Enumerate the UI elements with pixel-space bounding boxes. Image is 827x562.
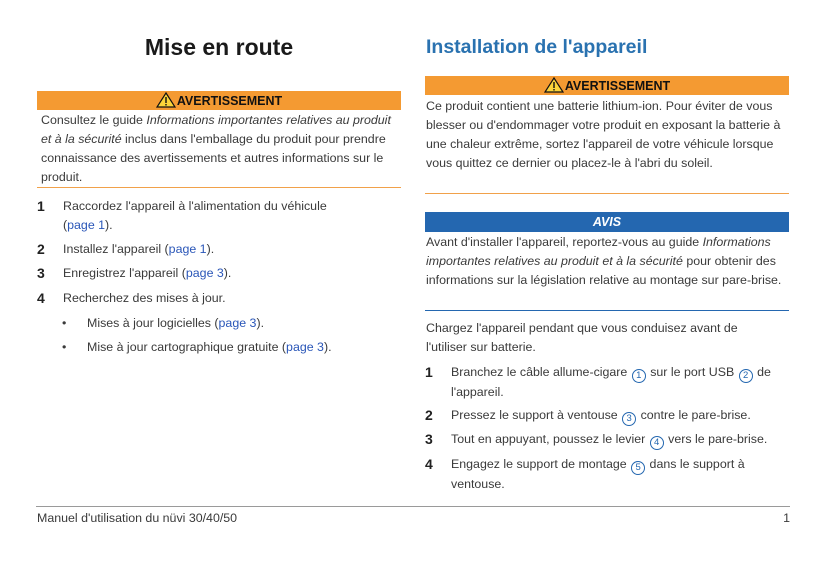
- left-bullet-2: [62, 338, 362, 358]
- callout-2-icon: 2: [739, 369, 753, 383]
- left-bullet-1: [62, 314, 362, 334]
- step-text-end: dans le support à ventouse.: [451, 457, 745, 491]
- right-step-1: [425, 363, 789, 403]
- step-text: Recherchez des mises à jour.: [63, 291, 226, 305]
- right-step-3: [425, 430, 789, 450]
- step-text-main: Pressez le support à ventouse: [451, 408, 622, 422]
- step-number: 4: [37, 290, 45, 306]
- step-text: [63, 240, 214, 259]
- footer-page-number: 1: [783, 511, 790, 525]
- step-text: [451, 455, 781, 494]
- step-number: 3: [425, 431, 433, 447]
- warning-divider-right: [425, 193, 789, 194]
- step-text: [451, 430, 767, 450]
- notice-divider: [425, 310, 789, 311]
- step-text-main: Tout en appuyant, poussez le levier: [451, 432, 649, 446]
- notice-text-part2: pour obtenir des informations sur la législation relative au montage sur pare-brise.: [426, 254, 782, 287]
- warning-divider-left: [37, 187, 401, 188]
- step-text-main: Raccordez l'appareil à l'alimentation du véhicule: [63, 199, 327, 213]
- left-step-2: [37, 240, 367, 260]
- callout-3-icon: 3: [622, 412, 636, 426]
- footer-manual-title: Manuel d'utilisation du nüvi 30/40/50: [37, 511, 238, 525]
- bullet-text-after: ).: [323, 340, 332, 354]
- step-text-main: Engagez le support de montage: [451, 457, 631, 471]
- left-step-1: [37, 197, 367, 237]
- notice-text-part1: Avant d'installer l'appareil, reportez-vous au guide: [426, 235, 703, 249]
- step-text-main: Enregistrez l'appareil (: [63, 266, 186, 280]
- page-link[interactable]: page 3: [218, 316, 257, 330]
- step-text-after: ).: [223, 266, 232, 280]
- step-number: 2: [425, 407, 433, 423]
- bullet-dot: •: [62, 340, 67, 354]
- step-text-end: vers le pare-brise.: [664, 432, 768, 446]
- warning-banner-left: [37, 91, 401, 110]
- step-text: [451, 406, 751, 426]
- intro-text: Chargez l'appareil pendant que vous conduisez avant de l'utiliser sur batterie.: [426, 321, 738, 354]
- bullet-dot: •: [62, 316, 67, 330]
- bullet-text-main: Mises à jour logicielles (: [87, 316, 219, 330]
- step-text-main: Branchez le câble allume-cigare: [451, 365, 631, 379]
- left-step-4: [37, 289, 367, 309]
- page-link[interactable]: page 3: [286, 340, 324, 354]
- step-text-after: ).: [105, 218, 113, 232]
- notice-guide-title: Informations importantes relatives au produit et à la sécurité: [426, 235, 771, 268]
- step-number: 1: [37, 198, 45, 214]
- footer-divider: [36, 506, 790, 507]
- step-text-after: ).: [206, 242, 215, 256]
- page-link[interactable]: page 3: [185, 266, 224, 280]
- step-text-end: de l'appareil.: [451, 365, 771, 399]
- notice-banner: AVIS: [425, 212, 789, 232]
- step-text: Raccordez l'appareil à l'alimentation du véhicule (page 1).: [63, 199, 327, 232]
- warning-triangle-icon: [544, 77, 564, 99]
- notice-text: [426, 233, 788, 290]
- bullet-text: [87, 338, 332, 357]
- left-step-3: [37, 264, 367, 284]
- warning-text-left-part1: Consultez le guide: [41, 113, 147, 127]
- callout-4-icon: 4: [650, 436, 664, 450]
- warning-guide-title-left: Informations importantes relatives au produit et à la sécurité: [41, 113, 391, 146]
- right-step-4: [425, 455, 789, 495]
- warning-text-left-part2: inclus dans l'emballage du produit pour prendre connaissance des avertissements et autres informations sur le produit.: [41, 132, 386, 184]
- step-number: 1: [425, 364, 433, 380]
- step-text: [451, 363, 789, 402]
- callout-1-icon: 1: [632, 369, 646, 383]
- warning-label-left: AVERTISSEMENT: [176, 94, 283, 108]
- bullet-text-main: Mise à jour cartographique gratuite (: [87, 340, 287, 354]
- section-title: Installation de l'appareil: [426, 36, 648, 58]
- bullet-text: [87, 314, 264, 333]
- warning-banner-right: [425, 76, 789, 95]
- step-text: [63, 264, 231, 283]
- right-step-2: [425, 406, 789, 426]
- page-title: Mise en route: [144, 34, 294, 60]
- step-number: 3: [37, 265, 45, 281]
- warning-text-right: Ce produit contient une batterie lithium-ion. Pour éviter de vous blesser ou d'endommager votre produit en exposant la batterie à une chaleur extrême, sortez l'appareil de votre véhicule lorsque vous quittez ce dernier ou placez-le à l'abri du soleil.: [426, 99, 781, 170]
- callout-5-icon: 5: [631, 461, 645, 475]
- page-link[interactable]: page 1: [67, 218, 106, 232]
- step-text-main: Installez l'appareil (: [63, 242, 169, 256]
- warning-text-left: [41, 111, 393, 187]
- bullet-text-after: ).: [256, 316, 265, 330]
- step-text-end: contre le pare-brise.: [637, 408, 751, 422]
- step-number: 4: [425, 456, 433, 472]
- step-text-middle: sur le port USB: [646, 365, 738, 379]
- step-number: 2: [37, 241, 45, 257]
- page-link[interactable]: page 1: [168, 242, 207, 256]
- warning-label-right: AVERTISSEMENT: [564, 79, 671, 93]
